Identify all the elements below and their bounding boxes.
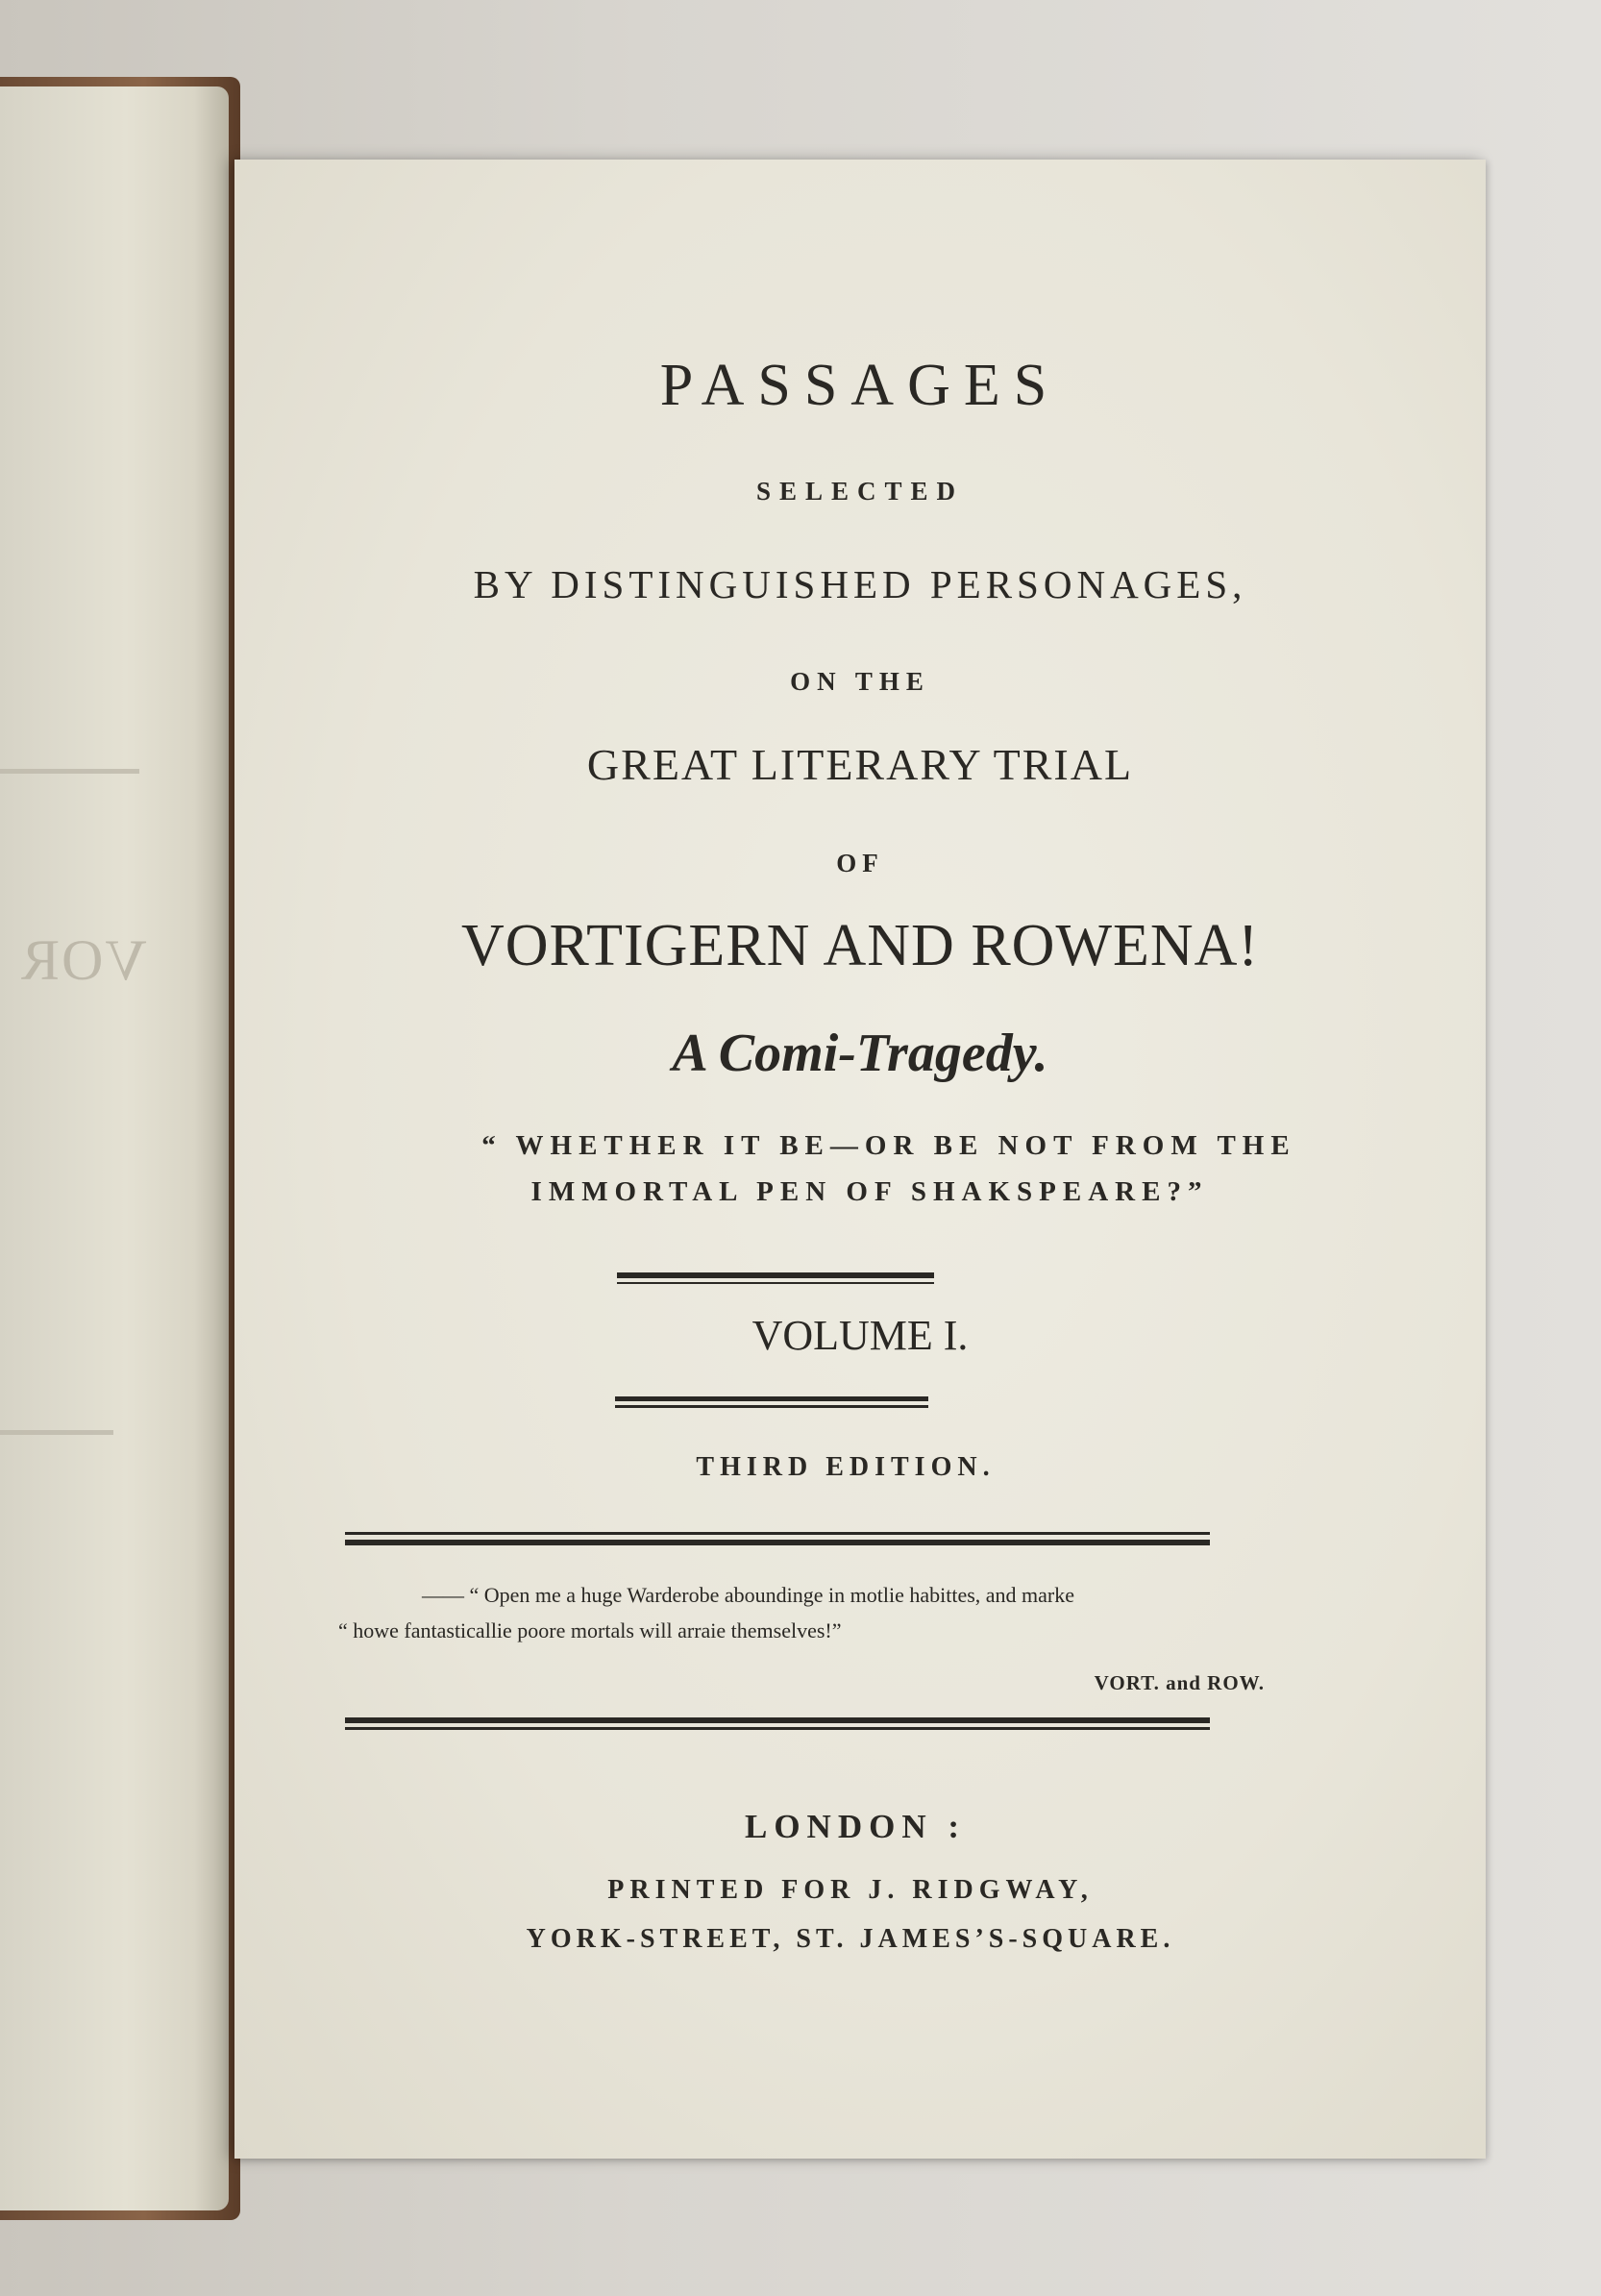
title-by-personages: BY DISTINGUISHED PERSONAGES,: [473, 562, 1247, 606]
quote-bottom-rule-thin: [345, 1727, 1210, 1730]
quote-top-rule-thick: [345, 1540, 1210, 1545]
title-passages: PASSAGES: [659, 353, 1061, 418]
quote-top-rule-thin: [345, 1532, 1210, 1535]
motto-line-2: IMMORTAL PEN OF SHAKSPEARE?”: [530, 1176, 1209, 1207]
volume-top-rule-thick: [617, 1272, 934, 1278]
title-page: [234, 160, 1486, 2159]
edition-label: THIRD EDITION.: [696, 1452, 996, 1482]
volume-bottom-rule-thin: [615, 1405, 928, 1408]
volume-bottom-rule-thick: [615, 1396, 928, 1401]
epigraph-line-2: “ howe fantasticallie poore mortals will arraie themselves!”: [338, 1618, 842, 1642]
imprint-address: YORK-STREET, ST. JAMES’S-SQUARE.: [526, 1924, 1175, 1954]
title-vortigern-rowena: VORTIGERN AND ROWENA!: [460, 913, 1260, 978]
title-of: OF: [836, 849, 884, 877]
facing-page-rule: [0, 1430, 113, 1435]
imprint-city: LONDON :: [744, 1808, 967, 1845]
imprint-printer: PRINTED FOR J. RIDGWAY,: [607, 1875, 1094, 1905]
title-on-the: ON THE: [790, 667, 930, 696]
epigraph-attribution: VORT. and ROW.: [1094, 1671, 1265, 1694]
motto-line-1: “ WHETHER IT BE—OR BE NOT FROM THE: [481, 1130, 1296, 1161]
title-selected: SELECTED: [755, 477, 965, 506]
epigraph-line-1: —— “ Open me a huge Warderobe aboundinge in motlie habittes, and marke: [422, 1583, 1075, 1607]
subtitle-comi-tragedy: A Comi-Tragedy.: [672, 1024, 1048, 1083]
volume-top-rule-thin: [617, 1282, 934, 1284]
volume-label: VOLUME I.: [751, 1312, 969, 1359]
facing-page-bleed-text: VOR: [19, 928, 147, 992]
facing-page: [0, 86, 229, 2210]
facing-page-rule: [0, 769, 139, 774]
quote-bottom-rule-thick: [345, 1717, 1210, 1723]
title-great-literary-trial: GREAT LITERARY TRIAL: [586, 740, 1134, 789]
